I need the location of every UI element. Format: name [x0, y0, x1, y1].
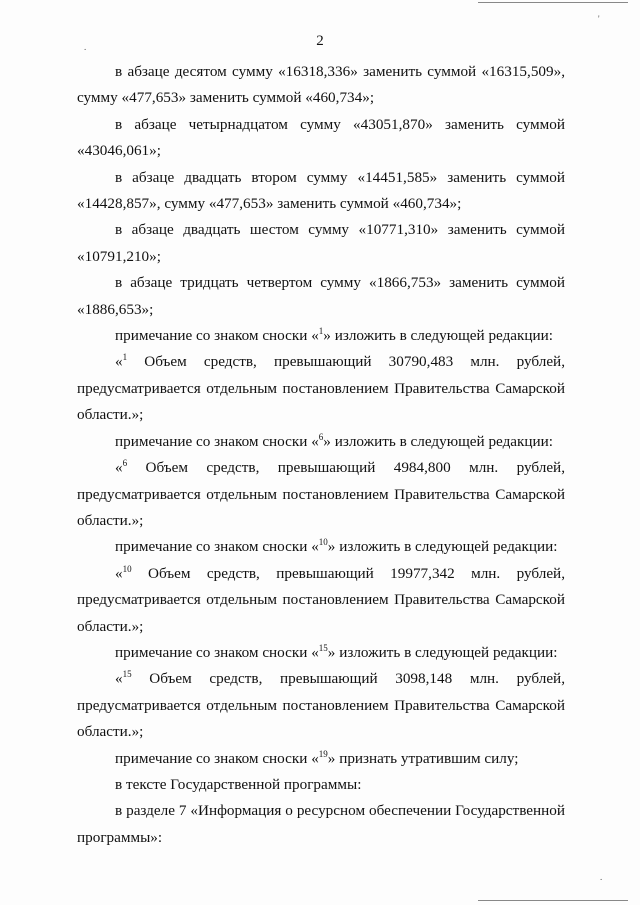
- paragraph: [77, 323, 565, 349]
- paragraph: [77, 429, 565, 455]
- scan-edge-line-bottom: [478, 900, 628, 901]
- paragraph-text: «: [115, 564, 123, 582]
- paragraph-text: в абзаце двадцать втором сумму «14451,585» заменить суммой «14428,857», сумму «477,653» заменить суммой «460,734»;: [77, 168, 565, 213]
- paragraph: [77, 217, 565, 270]
- paragraph-text: » изложить в следующей редакции:: [327, 538, 558, 556]
- paragraph: [77, 640, 565, 666]
- paragraph-text: в тексте Государственной программы:: [115, 775, 362, 793]
- paragraph-text: в абзаце четырнадцатом сумму «43051,870» заменить суммой «43046,061»;: [77, 115, 565, 160]
- paragraph-text: «: [115, 670, 123, 688]
- footnote-marker: 10: [318, 537, 328, 548]
- paragraph-text: примечание со знаком сноски «: [115, 538, 319, 556]
- paragraph: [77, 349, 565, 428]
- paragraph-text: Объем средств, превышающий 30790,483 млн. рублей, предусматривается отдельным постановлением Правительства Самарской области.»;: [77, 353, 565, 424]
- paragraph-text: » изложить в следующей редакции:: [323, 327, 554, 345]
- page-number: 2: [316, 33, 324, 49]
- paragraph-text: » признать утратившим силу;: [327, 749, 519, 767]
- paragraph: [77, 666, 565, 745]
- paragraph-text: в разделе 7 «Информация о ресурсном обеспечении Государственной программы»:: [77, 802, 565, 846]
- paragraph-text: примечание со знаком сноски «: [115, 749, 319, 767]
- footnote-marker: 1: [318, 326, 324, 337]
- paragraph-text: » изложить в следующей редакции:: [323, 432, 554, 450]
- paragraph-text: » изложить в следующей редакции:: [327, 643, 558, 661]
- footnote-marker: 6: [122, 458, 128, 469]
- paragraph: [77, 455, 565, 534]
- footnote-marker: 15: [122, 669, 132, 680]
- paragraph: [77, 270, 565, 323]
- scan-speck: .: [600, 872, 603, 882]
- paragraph-text: Объем средств, превышающий 19977,342 млн. рублей, предусматривается отдельным постановлением Правительства Самарской области.»;: [77, 564, 565, 635]
- paragraph-text: Объем средств, превышающий 3098,148 млн. рублей, предусматривается отдельным постановлением Правительства Самарской области.»;: [77, 670, 565, 741]
- scan-edge-line-top: [478, 2, 628, 3]
- document-body: [77, 59, 565, 851]
- paragraph-text: Объем средств, превышающий 4984,800 млн. рублей, предусматривается отдельным постановлением Правительства Самарской области.»;: [77, 459, 565, 529]
- paragraph: [77, 165, 565, 218]
- footnote-marker: 19: [318, 748, 328, 759]
- paragraph: [77, 112, 565, 165]
- scan-speck: ': [598, 14, 600, 24]
- paragraph: [77, 798, 565, 851]
- paragraph-text: в абзаце десятом сумму «16318,336» заменить суммой «16315,509», сумму «477,653» заменить суммой «460,734»;: [77, 63, 565, 107]
- footnote-marker: 6: [318, 431, 324, 442]
- paragraph-text: примечание со знаком сноски «: [115, 327, 319, 345]
- paragraph-text: примечание со знаком сноски «: [115, 643, 319, 661]
- footnote-marker: 1: [122, 352, 128, 363]
- paragraph-text: в абзаце двадцать шестом сумму «10771,310» заменить суммой «10791,210»;: [77, 221, 565, 265]
- footnote-marker: 10: [122, 563, 132, 574]
- paragraph-text: в абзаце тридцать четвертом сумму «1866,753» заменить суммой «1886,653»;: [77, 274, 565, 318]
- paragraph-text: «: [115, 459, 123, 477]
- paragraph-text: «: [115, 353, 123, 371]
- paragraph: [77, 561, 565, 640]
- scan-speck: .: [84, 42, 87, 52]
- paragraph: [77, 59, 565, 112]
- paragraph-text: примечание со знаком сноски «: [115, 432, 319, 450]
- footnote-marker: 15: [318, 642, 328, 653]
- paragraph: [77, 534, 565, 560]
- paragraph: [77, 746, 565, 772]
- paragraph: [77, 772, 565, 798]
